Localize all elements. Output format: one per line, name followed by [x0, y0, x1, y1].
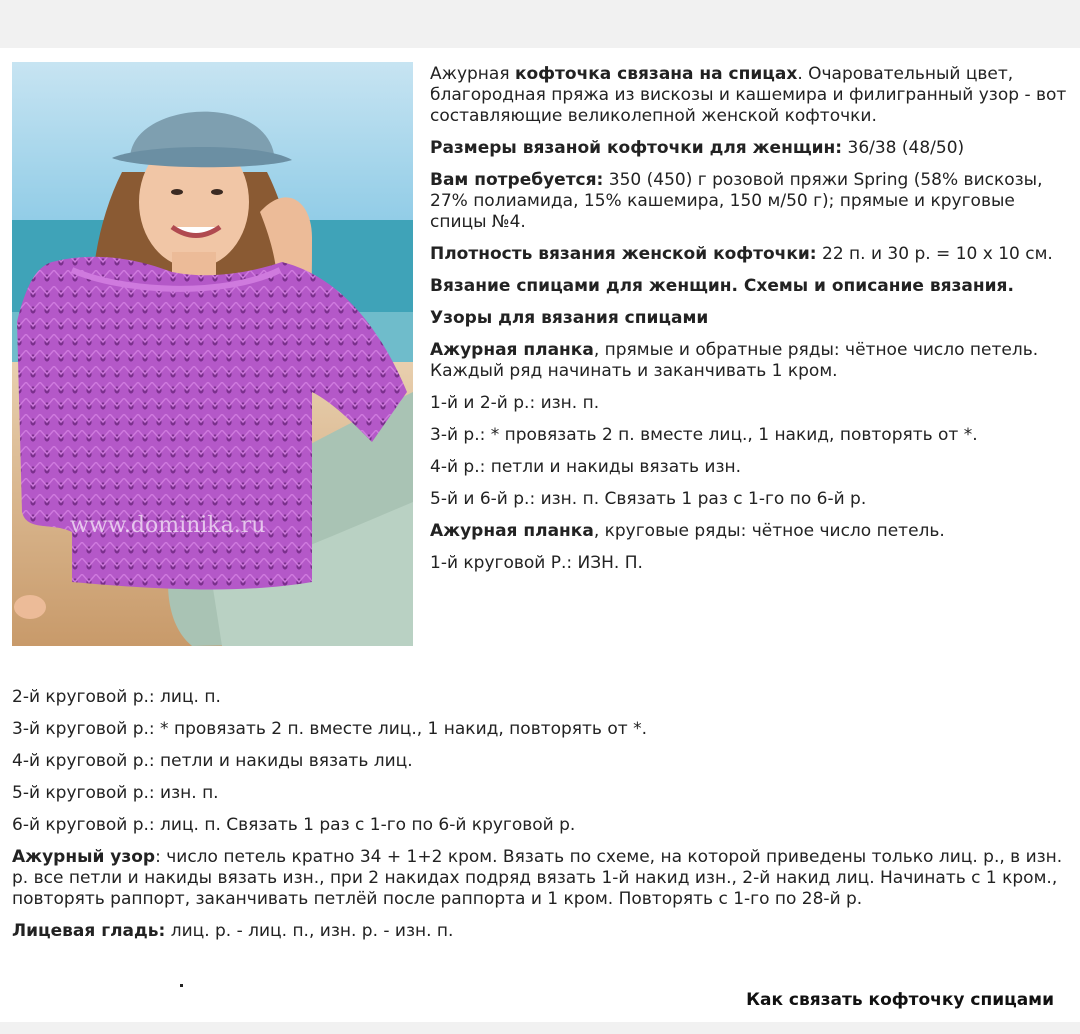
plank2-row: 5-й круговой р.: изн. п.	[12, 783, 219, 803]
plank1-value: , прямые и обратные ряды: чётное число петель. Каждый ряд начинать и заканчивать 1 кром.	[430, 340, 1039, 381]
intro-text-1: Ажурная	[430, 64, 515, 84]
plank2-row: 1-й круговой Р.: ИЗН. П.	[430, 553, 643, 573]
stockinette-value: лиц. р. - лиц. п., изн. р. - изн. п.	[165, 921, 454, 941]
sizes-label: Размеры вязаной кофточки для женщин:	[430, 138, 843, 158]
stray-dot	[180, 984, 183, 987]
lace-pattern-paragraph	[12, 847, 1072, 910]
schemes-heading-text: Вязание спицами для женщин. Схемы и описание вязания.	[430, 276, 1014, 296]
plank1-row: 5-й и 6-й р.: изн. п. Связать 1 раз с 1-го по 6-й р.	[430, 489, 867, 509]
plank2-label: Ажурная планка	[430, 521, 594, 541]
lace-pattern-value: : число петель кратно 34 + 1+2 кром. Вязать по схеме, на которой приведены только лиц. р., в изн. р. все петли и накиды вязать изн., при 2 накидах подряд вязать 1-й накид изн., 2-й накид лиц. Начинать с 1 кром., повторять раппорт, заканчивать петлёй после раппорта и 1 кром. Повторять с 1-го по 28-й р.	[12, 847, 1063, 909]
plank2-paragraph	[430, 521, 1070, 542]
lace-pattern-label: Ажурный узор	[12, 847, 156, 867]
plank1-label: Ажурная планка	[430, 340, 594, 360]
sizes-value: 36/38 (48/50)	[842, 138, 965, 158]
intro-bold: кофточка связана на спицах	[514, 64, 798, 84]
intro-paragraph	[430, 64, 1070, 127]
plank1-paragraph	[430, 340, 1070, 382]
density-value: 22 п. и 30 р. = 10 х 10 см.	[816, 244, 1053, 264]
stockinette-label: Лицевая гладь:	[12, 921, 166, 941]
bottom-background-strip	[0, 1022, 1080, 1034]
plank1-row: 1-й и 2-й р.: изн. п.	[430, 393, 600, 413]
how-to-knit-link[interactable]: Как связать кофточку спицами	[746, 990, 1054, 1010]
top-background-strip	[0, 0, 1080, 48]
materials-paragraph	[430, 170, 1070, 233]
density-paragraph	[430, 244, 1070, 265]
plank1-row: 3-й р.: * провязать 2 п. вместе лиц., 1 накид, повторять от *.	[430, 425, 978, 445]
article-text-full-width	[12, 687, 1072, 953]
plank2-row: 3-й круговой р.: * провязать 2 п. вместе лиц., 1 накид, повторять от *.	[12, 719, 647, 739]
materials-label: Вам потребуется:	[430, 170, 604, 190]
patterns-heading-text: Узоры для вязания спицами	[430, 308, 709, 328]
plank2-value: , круговые ряды: чётное число петель.	[593, 521, 945, 541]
intro-text-2: . Очаровательный цвет, благородная пряжа из вискозы и кашемира и филигранный узор - вот составляющие великолепной женской кофточки.	[430, 64, 1067, 126]
sizes-paragraph	[430, 138, 1070, 159]
plank2-row: 6-й круговой р.: лиц. п. Связать 1 раз с 1-го по 6-й круговой р.	[12, 815, 576, 835]
photo-watermark: www.dominika.ru	[70, 513, 266, 538]
plank2-row: 2-й круговой р.: лиц. п.	[12, 687, 221, 707]
article-text-right-column	[430, 64, 1070, 585]
density-label: Плотность вязания женской кофточки:	[430, 244, 817, 264]
product-photo	[12, 62, 413, 646]
patterns-heading	[430, 308, 1070, 329]
stockinette-paragraph	[12, 921, 1072, 942]
plank2-row: 4-й круговой р.: петли и накиды вязать лиц.	[12, 751, 413, 771]
materials-value: 350 (450) г розовой пряжи Spring (58% вискозы, 27% полиамида, 15% кашемира, 150 м/50 г); прямые и круговые спицы №4.	[430, 170, 1043, 232]
plank1-row: 4-й р.: петли и накиды вязать изн.	[430, 457, 742, 477]
schemes-heading	[430, 276, 1070, 297]
